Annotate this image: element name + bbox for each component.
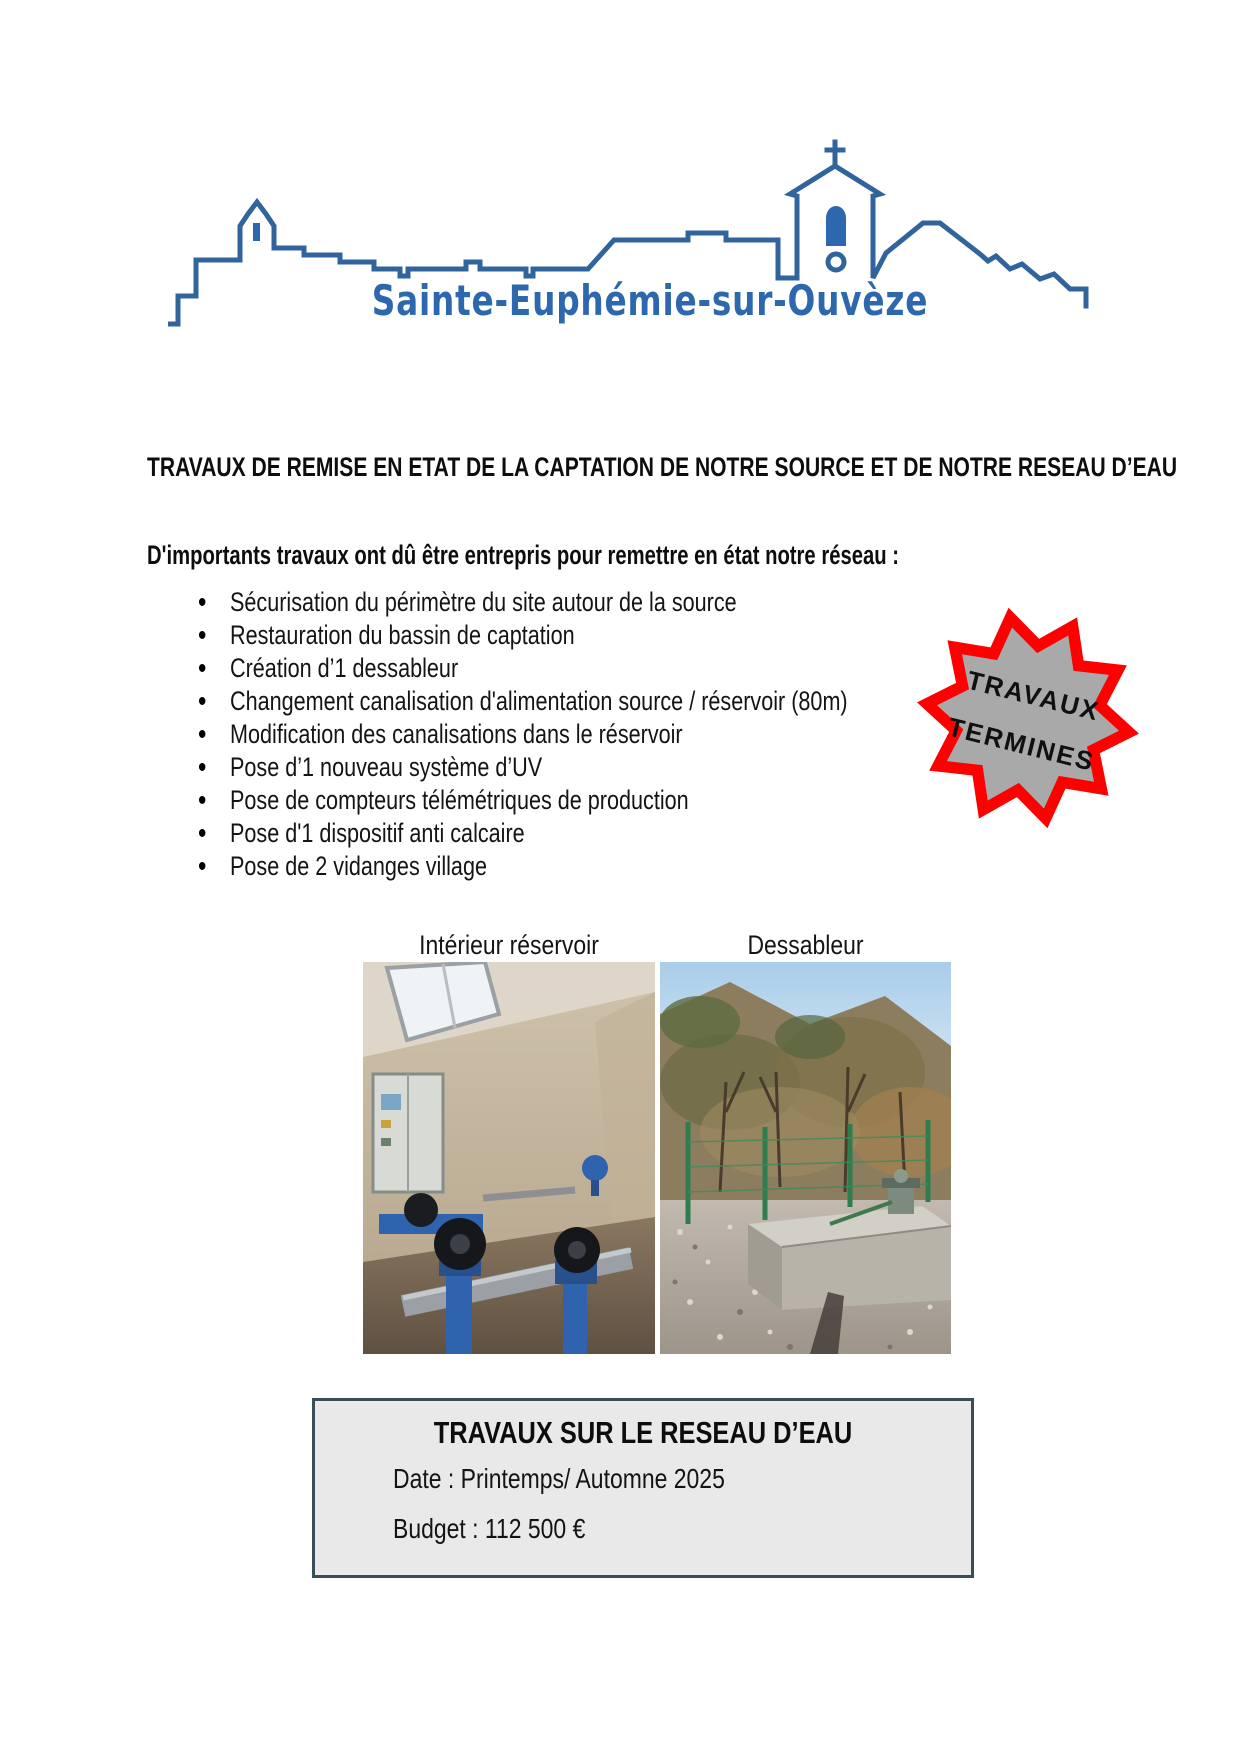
list-item: • Changement canalisation d'alimentation source / réservoir (80m) <box>198 685 848 718</box>
bell-window <box>826 206 846 246</box>
list-item: • Création d’1 dessableur <box>198 652 848 685</box>
list-item: • Pose de compteurs télémétriques de production <box>198 784 848 817</box>
list-item: • Sécurisation du périmètre du site autour de la source <box>198 586 848 619</box>
works-list <box>198 586 1010 883</box>
summary-box <box>312 1398 974 1578</box>
badge-line2: TERMINES <box>944 711 1099 777</box>
list-item: • Pose d'1 dispositif anti calcaire <box>198 817 848 850</box>
document-title: TRAVAUX DE REMISE EN ETAT DE LA CAPTATION DE NOTRE SOURCE ET DE NOTRE RESEAU D’EAU <box>147 452 1178 482</box>
summary-title: TRAVAUX SUR LE RESEAU D’EAU <box>433 1415 853 1450</box>
village-name: Sainte-Euphémie-sur-Ouvèze <box>371 276 929 325</box>
summary-budget: Budget : 112 500 € <box>393 1513 586 1544</box>
photo-dessableur <box>660 962 951 1354</box>
photo-reservoir-interior <box>363 962 655 1354</box>
list-item: • Pose de 2 vidanges village <box>198 850 848 883</box>
works-finished-badge <box>908 598 1148 838</box>
intro-sentence: D'importants travaux ont dû être entrepris pour remettre en état notre réseau : <box>147 540 899 570</box>
list-item: • Modification des canalisations dans le réservoir <box>198 718 848 751</box>
list-item: • Pose d’1 nouveau système d’UV <box>198 751 848 784</box>
chapel-window <box>253 223 260 241</box>
caption-reservoir: Intérieur réservoir <box>419 930 599 960</box>
caption-dessableur: Dessableur <box>747 930 864 960</box>
summary-date: Date : Printemps/ Automne 2025 <box>393 1463 725 1494</box>
list-item: • Restauration du bassin de captation <box>198 619 848 652</box>
badge-line1: TRAVAUX <box>964 664 1104 727</box>
